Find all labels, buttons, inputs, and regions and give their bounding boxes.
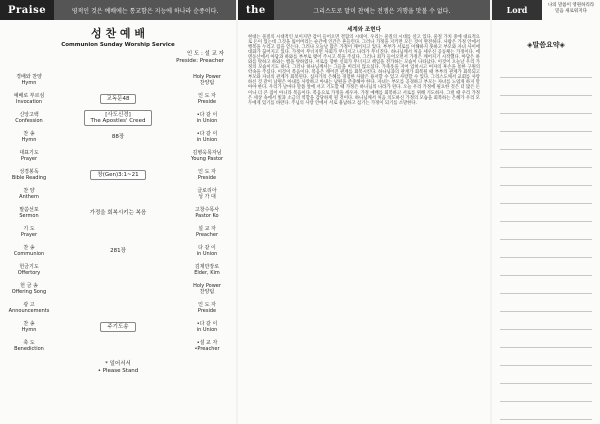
order-item-en: Offertory [17,269,41,276]
order-item-reference: 창(Gen)3:1~21 [90,170,145,180]
order-leader-ko: •다 같 이 [196,111,218,118]
order-leader-en: Pastor Ko [195,212,219,219]
service-subtitle: Communion Sunday Worship Service [61,42,175,48]
order-item-ko: 예배로 부르심 [13,92,45,99]
note-line [500,312,592,330]
note-line [500,222,592,240]
order-leader-en: 성 가 대 [198,193,216,200]
order-row [0,108,236,127]
order-item-ko: 축 도 [23,339,35,346]
order-item-en: Announcements [8,307,50,314]
order-item-label [0,226,58,238]
order-leader-ko: 다 같 이 [198,244,216,251]
order-leader-ko: 김제만장로 [194,263,220,270]
order-item-en: Hymn [21,326,37,333]
order-item-label [0,340,58,352]
order-item-en: Anthem [19,193,39,200]
panel-header [238,0,490,20]
order-item-ko: 찬 송 [23,320,35,327]
order-item-leader [178,74,236,86]
order-item-en: Hymn [21,136,37,143]
stand-note-en: • Please Stand [97,368,139,374]
order-item-en: Confession [15,117,43,124]
order-item-detail [58,210,178,216]
order-row [0,203,236,222]
order-item-label [0,188,58,200]
order-item-en: Benediction [14,345,44,352]
order-item-label [0,169,58,181]
order-item-reference: 88장 [111,133,125,140]
order-item-reference: [사도신경] The Apostles' Creed [84,110,153,126]
order-item-reference: 가정을 회복시키는 복음 [89,209,147,216]
order-item-detail [58,248,178,254]
order-leader-en: 찬양팀 [199,288,215,295]
order-item-en: Prayer [20,231,38,238]
order-leader-en: in Union [196,136,218,143]
order-item-detail [58,110,178,126]
order-item-detail [58,170,178,180]
order-leader-ko: 인 도 자 [198,92,216,99]
note-line [500,384,592,402]
note-line [500,78,592,96]
note-line [500,132,592,150]
order-item-reference: 교독문48 [100,94,137,104]
order-item-detail [58,322,178,332]
lord-tag: Lord [492,0,542,20]
sermon-body: 현대는 물질의 시대적인 보이지만 갑이 들어오면 결함의 시대이. 우리는 물질의 시대를 살고 있다. 물질 가치 중에 대표적으로 돈이 있는데 그것을 잃어버리는 순간에 인간은 흔들린다. 그러나 가정을 지키면 모든 것이 완전하다. 사람은 가정 안에서 행복을 누리고 힘을 얻는다. 그러나 오늘날 많은 가정이 깨어지고 있다. 부부가 서로를 이해하지 못하고 부모와 자녀 사이에 대화가 끊어지고 있다. 가정이 무너지면 사회가 무너지고 나라가 무너진다. 하나님께서 처음 세우신 공동체는 가정이다. 에덴동산에서 아담과 하와를 부부로 맺어 주시고 복을 주셨다. 그러나 죄가 들어오면서 가정은 깨어지기 시작했다. 아담은 하와를 탓하고 하와는 뱀을 탓하였다. 서로를 향한 신뢰가 무너지고 책임을 전가하는 모습이 나타났다. 이것이 오늘날 우리 가정의 모습이기도 하다. 그러나 하나님께서는 그들을 버리지 않으셨다. 가죽옷을 지어 입히시고 여자의 후손을 통한 구원의 약속을 주셨다. 이것이 복음이다. 복음은 깨어진 관계를 회복시킨다. 하나님과의 관계가 회복될 때 부부의 관계가 회복되고 부모와 자녀의 관계가 회복된다. 십자가의 은혜를 경험한 사람은 용서할 수 있고 사랑할 수 있다. 그리스도께서 교회를 사랑하신 것 같이 남편은 아내를 사랑하고 아내는 남편을 존중해야 한다. 자녀는 부모를 공경하고 부모는 자녀를 노엽게 하지 말아야 한다. 우리가 날마다 말씀 앞에 서고 기도할 때 가정은 하나님의 나라가 된다. 오늘 우리 가정에 필요한 것은 더 많은 돈이나 더 큰 집이 아니라 복음이다. 복음으로 가정을 세우자. 가정 예배를 회복하고 서로를 위해 기도하자. 그럴 때 우리 가정은 세상 속에서 빛과 소금의 역할을 감당하게 될 것이다. 하나님께서 처음 의도하신 가정의 모습을 회복하는 은혜가 우리 모두에게 있기를 바란다. 주님의 사랑 안에서 서로 용납하고 섬기는 가정이 되기를 소망한다. [248,35,480,106]
order-item-leader [178,264,236,276]
order-leader-ko: •설 교 자 [196,339,218,346]
order-row [0,89,236,108]
order-leader-en: Preside [197,307,217,314]
order-of-service [0,70,236,355]
order-item-ko: 찬 송 [23,244,35,251]
order-row [0,127,236,146]
praise-tag: Praise [0,0,54,20]
presider-info [0,51,236,65]
order-item-ko: 신앙고백 [19,111,39,118]
order-item-leader [178,245,236,257]
order-item-ko: 말씀선포 [19,206,39,213]
order-item-label [0,245,58,257]
header-verse: 그리스도로 말미 찬예는 전쟁은 거행을 맛볼 수 없다. [313,7,451,15]
order-row [0,260,236,279]
order-leader-ko: Holy Power [193,282,221,289]
note-line [500,348,592,366]
order-item-leader [178,131,236,143]
order-item-ko: 경배와 찬양 [16,73,42,80]
order-leader-ko: 고창수목사 [194,206,220,213]
order-row [0,222,236,241]
order-row [0,70,236,89]
order-item-label [0,302,58,314]
note-line [500,204,592,222]
service-title: 성 찬 예 배 [91,27,145,40]
order-row [0,165,236,184]
note-line [500,168,592,186]
order-item-label [0,150,58,162]
order-leader-en: •Preacher [194,345,220,352]
order-leader-ko: 인 도 자 [198,168,216,175]
order-leader-en: in Union [196,117,218,124]
presider-ko: 인 도 : 설 교 자 [186,51,224,57]
header-verse: 영적인 것은 예배에는 통교함은 지능에 하나라 순종이다. [71,7,219,15]
order-row [0,336,236,355]
order-item-leader [178,112,236,124]
order-item-leader [178,302,236,314]
order-leader-en: Preside [197,98,217,105]
order-leader-en: Young Pastor [190,155,224,162]
order-item-leader [178,340,236,352]
note-line [500,276,592,294]
order-item-en: Communion [13,250,45,257]
note-line [500,60,592,78]
note-line [500,330,592,348]
order-item-label [0,131,58,143]
stand-note-ko: * 일어서서 [105,361,131,367]
stand-note [0,361,236,375]
order-leader-ko: Holy Power [193,73,221,80]
order-item-ko: 찬 송 [23,130,35,137]
order-item-reference: 281장 [110,247,126,254]
order-item-label [0,207,58,219]
order-leader-en: Preacher [195,231,219,238]
order-leader-en: in Union [196,250,218,257]
order-item-en: Bible Reading [11,174,47,181]
order-row [0,298,236,317]
order-item-label [0,74,58,86]
order-item-leader [178,150,236,162]
sermon-summary-title: ◈말씀요약◈ [527,41,565,49]
header-verse-text: 나의 말씀이 영원하리라 믿음 새로워지다 [547,3,595,14]
order-item-label [0,283,58,295]
sermon-title: 세계와 조현다 [347,27,381,33]
order-leader-ko: •다 같 이 [196,320,218,327]
note-line [500,402,592,420]
order-item-en: Prayer [20,155,38,162]
order-leader-ko: 인 도 자 [198,301,216,308]
order-item-detail [58,94,178,104]
order-leader-en: Preside [197,174,217,181]
sermon-panel [238,0,490,424]
note-lines [500,60,592,420]
order-item-detail [58,134,178,140]
note-line [500,150,592,168]
order-item-ko: 찬 양 [23,187,35,194]
order-leader-ko: 설 교 자 [198,225,216,232]
panel-header [492,0,600,20]
note-line [500,258,592,276]
order-item-label [0,264,58,276]
order-item-label [0,321,58,333]
order-leader-ko: •다 같 이 [196,130,218,137]
order-row [0,279,236,298]
order-item-en: Offering Song [11,288,47,295]
note-line [500,240,592,258]
notes-panel [492,0,600,424]
order-row [0,184,236,203]
order-row [0,317,236,336]
order-item-leader [178,93,236,105]
order-item-label [0,112,58,124]
order-item-leader [178,207,236,219]
worship-order-panel [0,0,236,424]
order-item-leader [178,283,236,295]
presider-en: Preside: Preacher [176,58,224,64]
order-leader-en: in Union [196,326,218,333]
note-line [500,294,592,312]
order-item-ko: 헌금기도 [19,263,39,270]
order-row [0,241,236,260]
order-item-leader [178,226,236,238]
order-leader-en: Elder, Kim [194,269,220,276]
order-row [0,146,236,165]
note-line [500,186,592,204]
order-item-leader [178,169,236,181]
order-item-ko: 기 도 [23,225,35,232]
order-item-reference: 주기도송 [100,322,135,332]
order-item-en: Hymn [21,79,37,86]
note-line [500,366,592,384]
note-line [500,114,592,132]
the-tag: the [238,0,274,20]
panel-header [0,0,236,20]
order-leader-ko: 글로리아 [197,187,217,194]
order-item-ko: 대표기도 [19,149,39,156]
order-leader-en: 찬양팀 [199,79,215,86]
order-item-leader [178,188,236,200]
order-item-en: Invocation [15,98,43,105]
order-item-ko: 헌 금 송 [20,282,38,289]
order-item-en: Sermon [19,212,39,219]
order-item-label [0,93,58,105]
order-leader-ko: 김병욱목자님 [192,149,222,156]
note-line [500,96,592,114]
header-verse [542,0,600,20]
order-item-ko: 광 고 [23,301,35,308]
order-item-ko: 성경봉독 [19,168,39,175]
order-item-leader [178,321,236,333]
